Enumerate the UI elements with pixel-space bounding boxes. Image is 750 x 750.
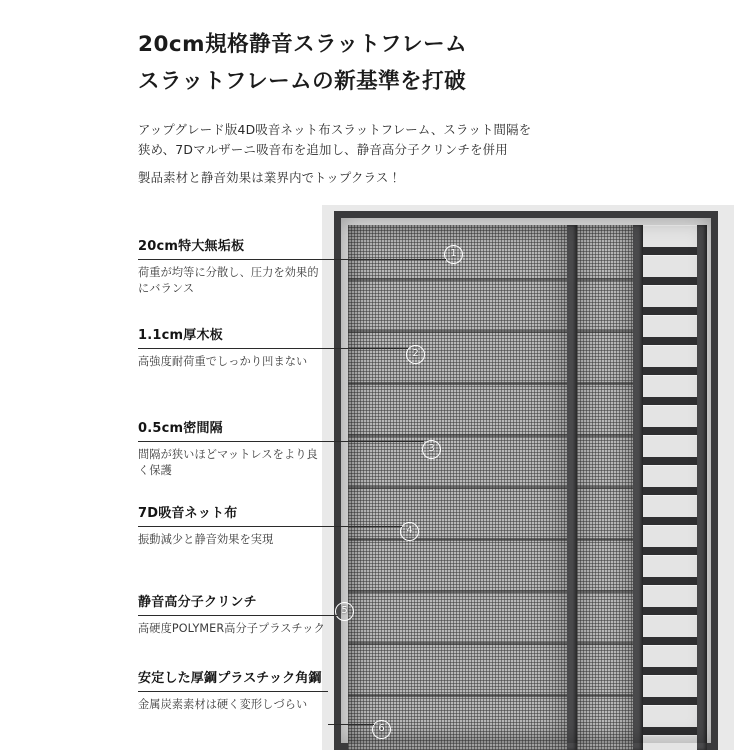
- slat-gap: [643, 457, 697, 465]
- wood-slat: [643, 225, 697, 249]
- callout-1: [138, 238, 328, 298]
- slat-seam: [348, 382, 633, 385]
- slat-seam: [348, 590, 633, 593]
- center-rail: [633, 225, 643, 750]
- callout-6: [138, 670, 328, 713]
- callout-5: [138, 594, 328, 637]
- wood-slat: [643, 285, 697, 309]
- callout-4-title: 7D吸音ネット布: [138, 506, 238, 521]
- callout-6-title: 安定した厚鋼プラスチック角鋼: [138, 671, 322, 686]
- product-image: [322, 205, 734, 750]
- wood-slat: [643, 405, 697, 429]
- wood-slat: [643, 375, 697, 399]
- subcopy-line-2: 狭め、7Dマルザーニ吸音布を追加し、静音高分子クリンチを併用: [138, 142, 508, 158]
- callout-5-title: 静音高分子クリンチ: [138, 595, 257, 610]
- slat-gap: [643, 637, 697, 645]
- slat-gap: [643, 277, 697, 285]
- callout-2-rule: [138, 348, 328, 349]
- subcopy-line-1: アップグレード版4D吸音ネット布スラットフレーム、スラット間隔を: [138, 122, 532, 137]
- callout-marker-5: 5: [335, 602, 354, 621]
- wood-slat: [643, 735, 697, 750]
- callout-2-title: 1.1cm厚木板: [138, 328, 223, 343]
- callout-5-rule: [138, 615, 328, 616]
- slat-seam: [348, 486, 633, 489]
- callout-4-desc: 振動減少と静音効果を実現: [138, 532, 274, 546]
- callout-3-title: 0.5cm密間隔: [138, 421, 223, 436]
- slat-gap: [643, 487, 697, 495]
- slat-seam: [348, 434, 633, 437]
- callout-1-desc: 荷重が均等に分散し、圧力を効果的にバランス: [138, 265, 319, 296]
- callout-3-leader: [328, 441, 424, 442]
- slat-gap: [643, 427, 697, 435]
- callout-marker-2: 2: [406, 345, 425, 364]
- slat-gap: [643, 697, 697, 705]
- callout-6-rule: [138, 691, 328, 692]
- slat-seam: [348, 642, 633, 645]
- slat-gap: [643, 547, 697, 555]
- wood-slat: [643, 705, 697, 729]
- slat-gap: [643, 727, 697, 735]
- center-rail: [567, 225, 577, 750]
- callout-1-leader: [328, 259, 446, 260]
- wood-slat: [643, 345, 697, 369]
- wood-slat: [643, 495, 697, 519]
- slat-gap: [643, 367, 697, 375]
- callout-3: [138, 420, 328, 480]
- wood-slat: [643, 465, 697, 489]
- callout-6-desc: 金属炭素素材は硬く変形しづらい: [138, 697, 308, 711]
- slat-seam: [348, 694, 633, 697]
- wood-slat: [643, 615, 697, 639]
- callout-3-desc: 間隔が狭いほどマットレスをより良く保護: [138, 447, 318, 478]
- open-slat-area: [643, 225, 697, 750]
- headline-line-2: スラットフレームの新基準を打破: [138, 69, 467, 95]
- callout-marker-4: 4: [400, 522, 419, 541]
- wood-slat: [643, 255, 697, 279]
- wood-slat: [643, 675, 697, 699]
- bed-slat-frame: [334, 211, 718, 750]
- callout-5-desc: 高硬度POLYMER高分子プラスチック: [138, 621, 325, 635]
- wood-slat: [643, 585, 697, 609]
- slat-seam: [348, 538, 633, 541]
- callout-1-rule: [138, 259, 328, 260]
- slat-gap: [643, 517, 697, 525]
- callout-6-leader: [328, 724, 374, 725]
- wood-slat: [643, 525, 697, 549]
- slat-seam: [348, 278, 633, 281]
- callout-marker-3: 3: [422, 440, 441, 459]
- callout-marker-6: 6: [372, 720, 391, 739]
- right-rail: [697, 225, 707, 750]
- callout-4-leader: [328, 526, 402, 527]
- callout-4-rule: [138, 526, 328, 527]
- slat-gap: [643, 307, 697, 315]
- callout-1-title: 20cm特大無垢板: [138, 239, 245, 254]
- callout-2-leader: [328, 348, 408, 349]
- slat-gap: [643, 337, 697, 345]
- slat-gap: [643, 577, 697, 585]
- wood-slat: [643, 645, 697, 669]
- slat-seam: [348, 330, 633, 333]
- subcopy-block: [138, 120, 608, 188]
- headline-line-1: 20cm規格静音スラットフレーム: [138, 32, 468, 57]
- callout-2: [138, 327, 328, 370]
- callout-4: [138, 505, 328, 548]
- slat-gap: [643, 397, 697, 405]
- slat-gap: [643, 607, 697, 615]
- slat-gap: [643, 667, 697, 675]
- wood-slat: [643, 435, 697, 459]
- callout-2-desc: 高強度耐荷重でしっかり凹まない: [138, 354, 308, 368]
- callout-marker-1: 1: [444, 245, 463, 264]
- slat-gap: [643, 247, 697, 255]
- wood-slat: [643, 555, 697, 579]
- callout-3-rule: [138, 441, 328, 442]
- subcopy-line-3: 製品素材と静音効果は業界内でトップクラス！: [138, 170, 402, 186]
- headline-block: [138, 28, 698, 99]
- callout-5-leader: [328, 615, 338, 616]
- wood-slat: [643, 315, 697, 339]
